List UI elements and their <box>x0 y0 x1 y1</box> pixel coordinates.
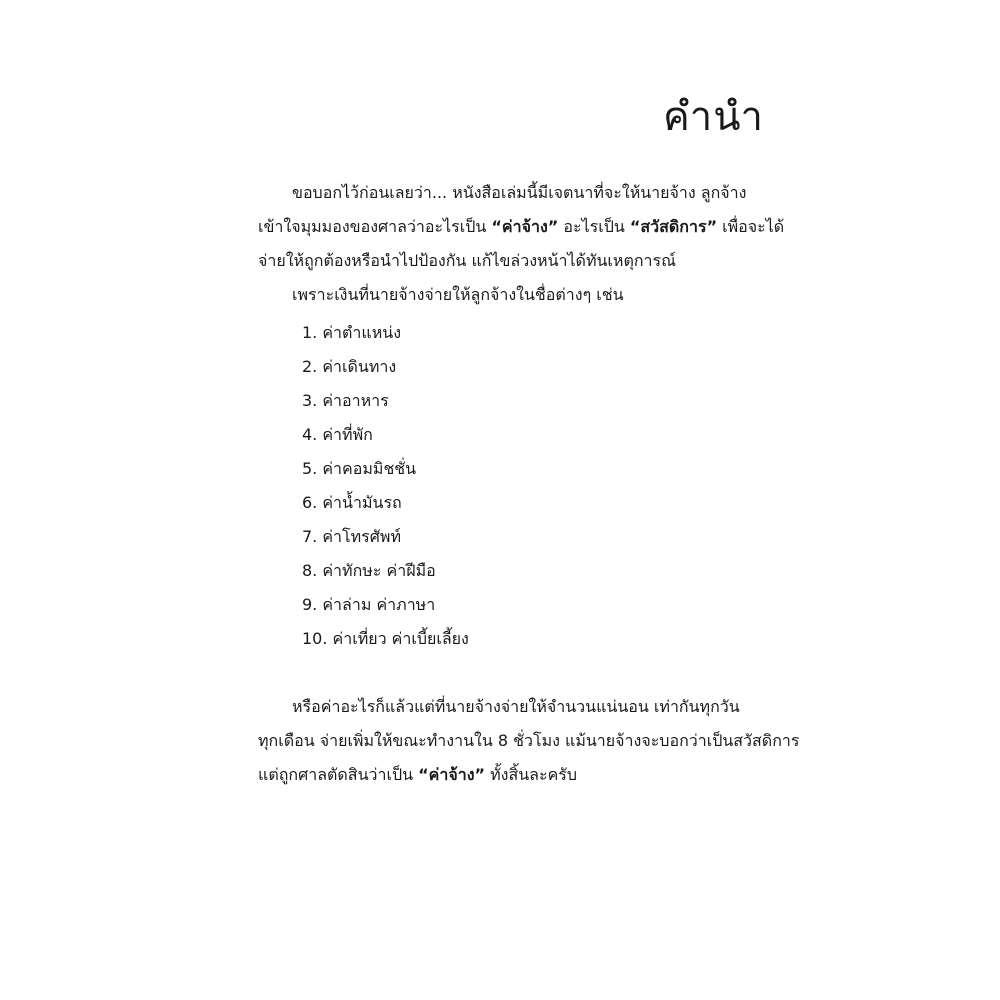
intro-line-4: เพราะเงินที่นายจ้างจ่ายให้ลูกจ้างในชื่อต่างๆ เช่น <box>292 285 624 304</box>
list-item: 4. ค่าที่พัก <box>302 425 373 444</box>
closing-line-1: หรือค่าอะไรก็แล้วแต่ที่นายจ้างจ่ายให้จำนวนแน่นอน เท่ากันทุกวัน <box>292 697 740 716</box>
closing-line-3-part-c: ทั้งสิ้นละครับ <box>485 765 578 784</box>
closing-line-3 <box>258 758 778 792</box>
term-wage: “ค่าจ้าง” <box>491 217 559 236</box>
intro-line-3: จ่ายให้ถูกต้องหรือนำไปป้องกัน แก้ไขล่วงหน้าได้ทันเหตุการณ์ <box>258 251 676 270</box>
term-welfare: “สวัสดิการ” <box>629 217 718 236</box>
list-item: 10. ค่าเที่ยว ค่าเบี้ยเลี้ยง <box>302 629 469 648</box>
closing-line-2: ทุกเดือน จ่ายเพิ่มให้ขณะทำงานใน 8 ชั่วโมง แม้นายจ้างจะบอกว่าเป็นสวัสดิการ <box>258 731 800 750</box>
list-item: 6. ค่าน้ำมันรถ <box>302 493 402 512</box>
intro-paragraph <box>258 176 785 312</box>
closing-line-3-part-a: แต่ถูกศาลตัดสินว่าเป็น <box>258 765 419 784</box>
list-item: 9. ค่าล่าม ค่าภาษา <box>302 595 436 614</box>
intro-line-2-part-a: เข้าใจมุมมองของศาลว่าอะไรเป็น <box>258 217 492 236</box>
closing-paragraph <box>258 690 800 792</box>
list-item: 5. ค่าคอมมิชชั่น <box>302 459 417 478</box>
list-item: 3. ค่าอาหาร <box>302 391 389 410</box>
intro-line-2 <box>258 210 785 244</box>
allowance-list <box>302 316 469 656</box>
intro-line-2-part-c: อะไรเป็น <box>558 217 630 236</box>
list-item: 8. ค่าทักษะ ค่าฝีมือ <box>302 561 436 580</box>
intro-line-1: ขอบอกไว้ก่อนเลยว่า... หนังสือเล่มนี้มีเจตนาที่จะให้นายจ้าง ลูกจ้าง <box>292 183 747 202</box>
list-item: 1. ค่าตำแหน่ง <box>302 323 402 342</box>
list-item: 7. ค่าโทรศัพท์ <box>302 527 402 546</box>
page-title: คำนำ <box>662 94 764 140</box>
term-wage-closing: “ค่าจ้าง” <box>418 765 486 784</box>
intro-line-2-part-e: เพื่อจะได้ <box>717 217 785 236</box>
list-item: 2. ค่าเดินทาง <box>302 357 397 376</box>
